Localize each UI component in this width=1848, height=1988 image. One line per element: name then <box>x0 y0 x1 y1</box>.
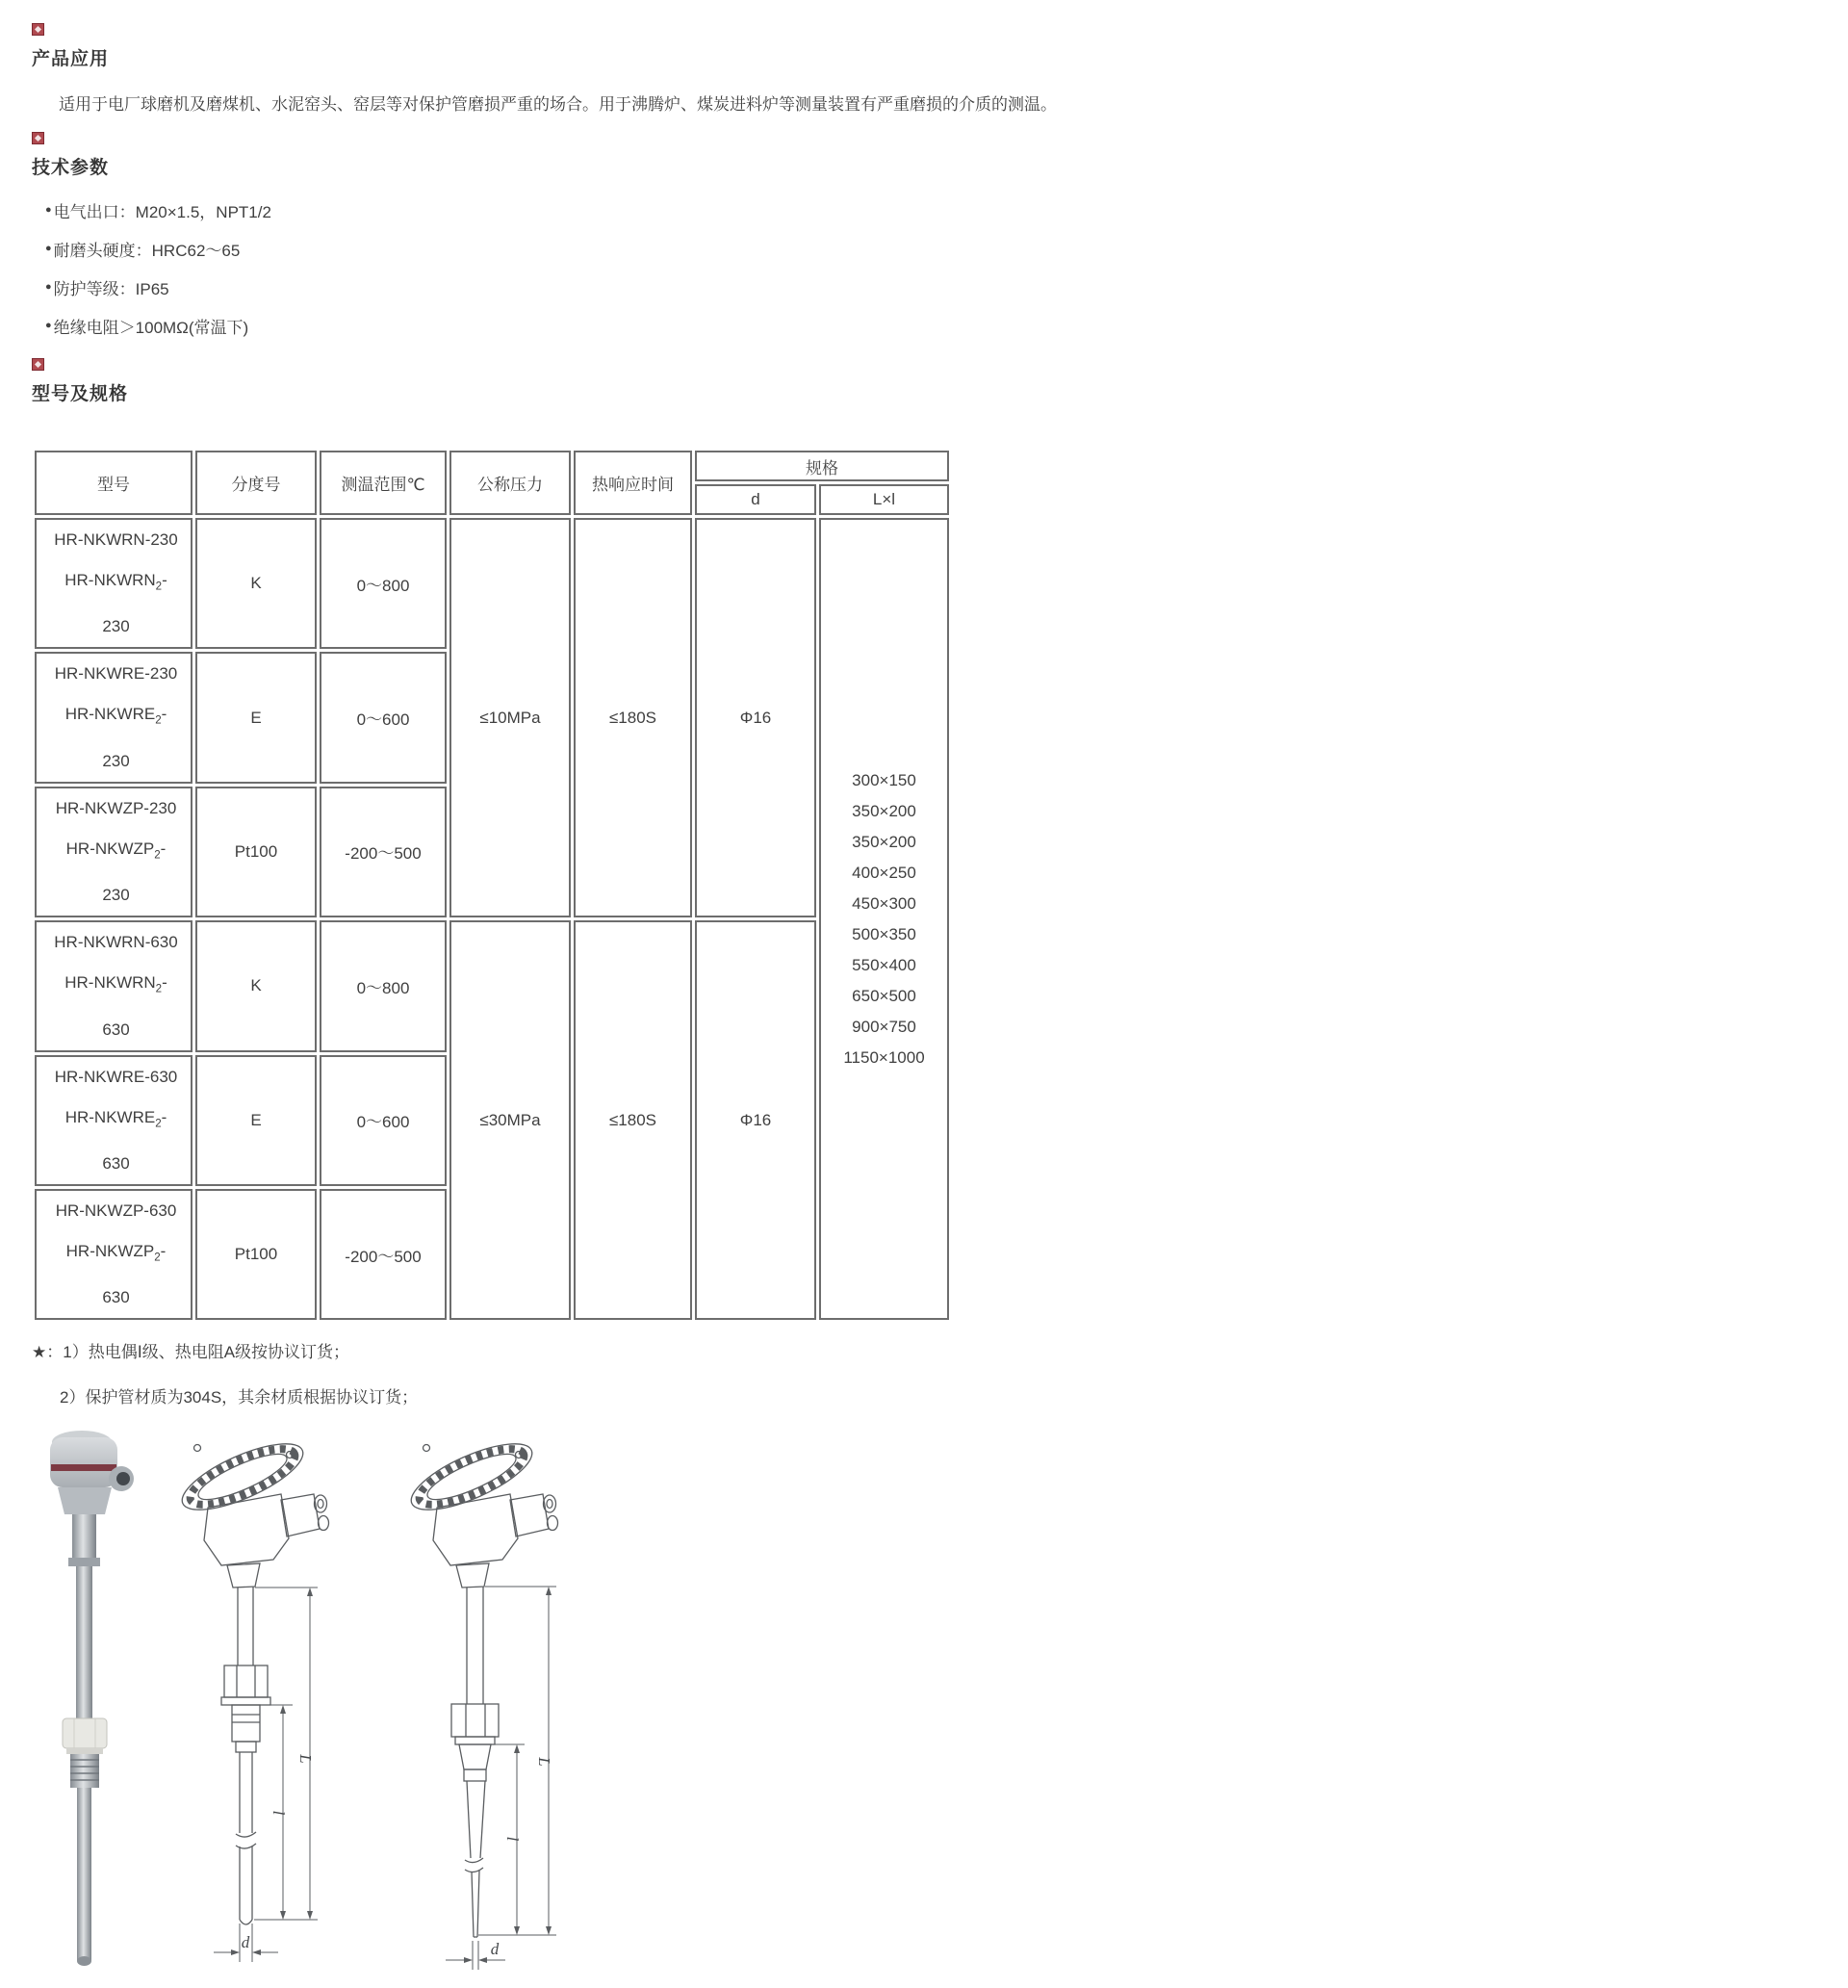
size-list-cell <box>819 518 949 1320</box>
model-cell: HR-NKWRN-230 $HR-NKWRN_2-$ 230 <box>35 518 192 649</box>
response-cell: ≤180S <box>574 518 692 917</box>
dim-label-L: L <box>535 1757 553 1768</box>
model-cell: HR-NKWZP-630 $HR-NKWZP_2-$ 630 <box>35 1189 192 1320</box>
dim-label-d: d <box>241 1933 250 1952</box>
graduation-cell: K <box>195 920 317 1051</box>
parameter-item <box>45 306 1810 345</box>
section-title-models: 型号及规格 <box>32 384 129 404</box>
size-value: 300×150 <box>852 770 916 789</box>
parameter-text: 耐磨头硬度：HRC62～65 <box>53 241 241 260</box>
col-header-model: 型号 <box>35 451 192 515</box>
table-row <box>35 920 949 1051</box>
model-cell: HR-NKWZP-230 $HR-NKWZP_2-$ 230 <box>35 787 192 917</box>
pressure-cell: ≤10MPa <box>449 518 571 917</box>
size-value: 450×300 <box>852 893 916 913</box>
col-header-pressure: 公称压力 <box>449 451 571 515</box>
table-row <box>35 518 949 649</box>
product-photo <box>38 1425 139 1978</box>
bullet-icon: ● <box>45 203 52 216</box>
col-header-spec: 规格 <box>695 451 949 481</box>
graduation-cell: K <box>195 518 317 649</box>
section-marker-icon <box>32 132 44 144</box>
bullet-icon: ● <box>45 319 52 331</box>
model-cell: HR-NKWRE-230 $HR-NKWRE_2-$ 230 <box>35 652 192 783</box>
model-cell: HR-NKWRN-630 $HR-NKWRN_2-$ 630 <box>35 920 192 1051</box>
size-value: 650×500 <box>852 986 916 1005</box>
response-cell: ≤180S <box>574 920 692 1320</box>
diameter-cell: Φ16 <box>695 920 816 1320</box>
table-header-row <box>35 451 949 481</box>
size-value: 350×200 <box>852 832 916 851</box>
size-value: 900×750 <box>852 1017 916 1036</box>
size-value: 1150×1000 <box>843 1047 925 1067</box>
dim-label-d: d <box>490 1940 500 1959</box>
size-value: 500×350 <box>852 924 916 943</box>
size-value: 550×400 <box>852 955 916 974</box>
diameter-cell: Φ16 <box>695 518 816 917</box>
marker-glyph-icon <box>35 361 41 368</box>
parameter-item <box>45 268 1810 306</box>
parameter-item <box>45 191 1810 229</box>
graduation-cell: Pt100 <box>195 787 317 917</box>
section-marker-icon <box>32 358 44 371</box>
marker-glyph-icon <box>35 26 41 33</box>
size-value: 350×200 <box>852 801 916 820</box>
section-title-application: 产品应用 <box>32 49 110 69</box>
col-header-response: 热响应时间 <box>574 451 692 515</box>
section-title-parameters: 技术参数 <box>32 158 110 178</box>
parameter-text: 防护等级：IP65 <box>53 279 169 298</box>
application-text: 适用于电厂球磨机及磨煤机、水泥窑头、窑层等对保护管磨损严重的场合。用于沸腾炉、煤炭进料炉等测量装置有严重磨损的介质的测温。 <box>59 95 1057 114</box>
graduation-cell: E <box>195 1055 317 1186</box>
col-header-lxl: L×l <box>819 484 949 515</box>
parameter-text: 绝缘电阻＞100MΩ(常温下) <box>53 318 249 337</box>
dim-label-l: l <box>503 1836 522 1842</box>
bullet-icon: ● <box>45 242 52 254</box>
col-header-graduation: 分度号 <box>195 451 317 515</box>
col-header-d: d <box>695 484 816 515</box>
dimension-drawing-tapered <box>371 1425 578 1988</box>
parameter-text: 电气出口：M20×1.5，NPT1/2 <box>53 202 271 221</box>
graduation-cell: Pt100 <box>195 1189 317 1320</box>
size-value: 400×250 <box>852 863 916 882</box>
spec-table <box>32 448 952 1323</box>
dimension-drawing-straight <box>166 1425 344 1988</box>
graduation-cell: E <box>195 652 317 783</box>
parameter-item <box>45 229 1810 268</box>
note-2: 2）保护管材质为304S，其余材质根据协议订货； <box>60 1388 419 1407</box>
range-cell: 0～800 <box>320 920 447 1051</box>
range-cell: 0～600 <box>320 1055 447 1186</box>
range-cell: 0～800 <box>320 518 447 649</box>
marker-glyph-icon <box>35 135 41 142</box>
pressure-cell: ≤30MPa <box>449 920 571 1320</box>
dim-label-L: L <box>296 1754 315 1765</box>
note-1: ★：1）热电偶Ⅰ级、热电阻A级按协议订货； <box>32 1343 350 1362</box>
range-cell: -200～500 <box>320 1189 447 1320</box>
parameter-list <box>45 191 1810 345</box>
model-cell: HR-NKWRE-630 $HR-NKWRE_2-$ 630 <box>35 1055 192 1186</box>
dim-label-l: l <box>270 1810 288 1816</box>
col-header-range: 测温范围℃ <box>320 451 447 515</box>
section-marker-icon <box>32 23 44 36</box>
range-cell: -200～500 <box>320 787 447 917</box>
range-cell: 0～600 <box>320 652 447 783</box>
bullet-icon: ● <box>45 280 52 293</box>
figure-row <box>38 1425 1810 1988</box>
